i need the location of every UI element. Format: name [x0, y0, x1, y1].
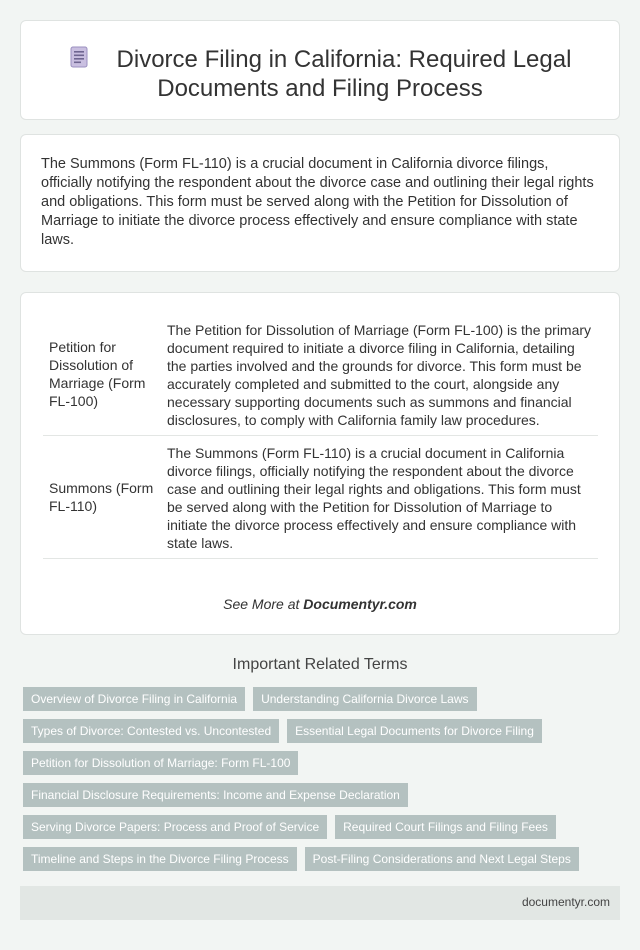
see-more-site[interactable]: Documentyr.com — [303, 596, 417, 612]
intro-paragraph: The Summons (Form FL-110) is a crucial document in California divorce filings, officially notifying the respondent about the divorce case and outlining their legal rights and obligations. This form must be served along with the Petition for Dissolution of Marriage to initiate the divorce process effectively and ensure compliance with state laws. — [41, 156, 594, 248]
document-description: The Petition for Dissolution of Marriage (Form FL-100) is the primary document required to initiate a divorce filing in California, detailing the parties involved and the grounds for divorce. This form must be accurately completed and submitted to the court, alongside any necessary supporting documents such as summons and financial disclosures, to comply with California family law procedures. — [163, 313, 598, 436]
document-icon — [69, 45, 89, 69]
intro-card — [20, 134, 620, 272]
see-more-link[interactable] — [21, 596, 619, 612]
page-title-text: Divorce Filing in California: Required Legal Documents and Filing Process — [116, 46, 572, 102]
document-description: The Summons (Form FL-110) is a crucial document in California divorce filings, officially notifying the respondent about the divorce case and outlining their legal rights and obligations. This form must be served along with the Petition for Dissolution of Marriage to initiate the divorce process effectively and ensure compliance with state laws. — [163, 436, 598, 559]
footer-site[interactable]: documentyr.com — [521, 895, 610, 909]
documents-table — [43, 313, 598, 559]
related-term-chip[interactable]: Essential Legal Documents for Divorce Filing — [287, 719, 542, 743]
related-term-chip[interactable]: Petition for Dissolution of Marriage: Form FL-100 — [23, 751, 298, 775]
document-name: Petition for Dissolution of Marriage (Form FL-100) — [43, 313, 163, 436]
related-term-chip[interactable]: Financial Disclosure Requirements: Income and Expense Declaration — [23, 783, 408, 807]
document-name: Summons (Form FL-110) — [43, 436, 163, 559]
related-term-chip[interactable]: Understanding California Divorce Laws — [253, 687, 476, 711]
related-terms-list — [23, 687, 613, 871]
page-title — [41, 45, 599, 103]
table-row — [43, 313, 598, 436]
documents-card — [20, 292, 620, 635]
related-term-chip[interactable]: Overview of Divorce Filing in California — [23, 687, 245, 711]
related-term-chip[interactable]: Post-Filing Considerations and Next Legal Steps — [305, 847, 579, 871]
see-more-prefix: See More at — [223, 596, 304, 612]
table-row — [43, 436, 598, 559]
footer — [20, 886, 620, 920]
related-term-chip[interactable]: Timeline and Steps in the Divorce Filing Process — [23, 847, 297, 871]
related-terms-heading: Important Related Terms — [232, 656, 408, 673]
related-term-chip[interactable]: Serving Divorce Papers: Process and Proof of Service — [23, 815, 327, 839]
title-card — [20, 20, 620, 120]
related-term-chip[interactable]: Required Court Filings and Filing Fees — [335, 815, 556, 839]
related-term-chip[interactable]: Types of Divorce: Contested vs. Uncontested — [23, 719, 279, 743]
